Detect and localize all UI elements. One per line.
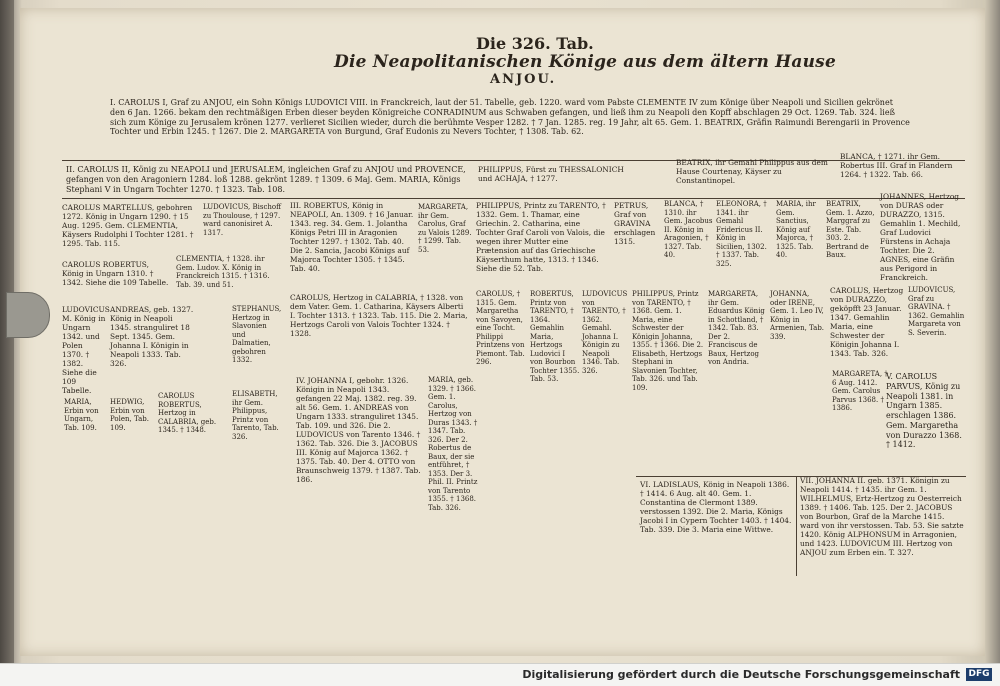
entry-elisabeth: ELISABETH, ihr Gem. Philippus, Printz von Tarento, Tab. 326. [232, 390, 279, 441]
entry-maria-erbin: MARIA, Erbin von Ungarn, Tab. 109. [64, 398, 99, 432]
entry-beatrix-2: BEATRIX, Gem. 1. Azzo, Marggraf zu Este. Tab. 303. 2. Bertrand de Baux. [826, 200, 875, 260]
entry-margareta-1: MARGARETA, ihr Gem. Carolus, Graf zu Valois 1289. † 1299. Tab. 53. [418, 203, 472, 254]
entry-johanna-ii: VII. JOHANNA II. geb. 1371. Königin zu Neapoli 1414. † 1435. ihr Gem. 1. WILHELMUS, Ertz-Hertzog zu Oesterreich 1389. † 1406. Tab. 125. Der 2. JACOBUS von Bourbon, Graf de la Marche 1415. ward von ihr verstossen. Tab. 53. Sie satzte 1420. König ALPHONSUM in Arragonien, und 1423. LUDOVICUM III. Hertzog von ANJOU zum Erben ein. T. 327. [800, 476, 964, 558]
entry-andreas: ANDREAS, geb. 1327. König in Neapoli 1345. stranguliret 18 Sept. 1345. Gem. Johanna I. Königin in Neapoli 1333. Tab. 326. [110, 305, 194, 369]
entry-eleonora: ELEONORA, † 1341. ihr Gemahl Fridericus II. König in Sicilien, 1302. † 1337. Tab. 325. [716, 200, 767, 268]
entry-philippus-tarento-2: PHILIPPUS, Printz von TARENTO, † 1368. Gem. 1. Maria, eine Schwester der Königin Johanna, 1355. † 1366. Die 2. Elisabeth, Hertzogs Stephani in Slavonien Tochter, Tab. 326. und Tab. 109. [632, 290, 704, 392]
entry-philippus-achaja: PHILIPPUS, Fürst zu THESSALONICH und ACHAJA, † 1277. [478, 165, 624, 184]
entry-margareta-2: MARGARETA, ihr Gem. Eduardus König in Schottland, † 1342. Tab. 83. Der 2. Franciscus de Baux, Hertzog von Andria. [708, 290, 765, 367]
entry-beatrix-top: BEATRIX, ihr Gemahl Philippus aus dem Hause Courtenay, Käyser zu Constantinopel. [676, 158, 828, 186]
entry-carolus-martellus: CAROLUS MARTELLUS, gebohren 1272. König in Ungarn 1290. † 15 Aug. 1295. Gem. CLEMENTIA, Käysers Rudolphi I Tochter 1281. † 1295. Tab. 115. [62, 203, 194, 249]
entry-petrus: PETRUS, Graf von GRAVINA erschlagen 1315. [614, 201, 656, 247]
entry-maria-gem: MARIA, geb. 1329. † 1366. Gem. 1. Carolus, Hertzog von Duras 1343. † 1347. Tab. 326. Der 2. Robertus de Baux, der sie entführet, † 1353. Der 3. Phil. II. Printz von Tarento 1355. † 1368. Tab. 326. [428, 376, 478, 512]
entry-blanca-2: BLANCA, † 1310. ihr Gem. Jacobus II. König in Aragonien, † 1327. Tab. 40. [664, 200, 713, 260]
table-subtitle: Die Neapolitanischen Könige aus dem ältern Hause [334, 52, 836, 72]
entry-philippus-tarento: PHILIPPUS, Printz zu TARENTO, † 1332. Gem. 1. Thamar, eine Griechin. 2. Catharina, eine Tochter Graf Caroli von Valois, die wegen ihrer Mutter eine Prætension auf das Griechische Käyserthum hatte, 1313. † 1346. Siehe die 52. Tab. [476, 201, 606, 274]
entry-johanna-irene: JOHANNA, oder IRENE, Gem. 1. Leo IV, König in Armenien, Tab. 339. [770, 290, 825, 341]
intro-carolus-i: I. CAROLUS I, Graf zu ANJOU, ein Sohn Königs LUDOVICI VIII. in Franckreich, laut der 51. Tabelle, geb. 1220. ward vom Pabste CLEMENTE IV zum Könige über Neapoli und Sicilien gekrönet den 6 Jan. 1266. bekam den rechtmäßigen Erben dieser beyden Königreiche CONRADINUM aus Schwaben gefangen, und ließ ihm zu Neapoli den Kopff abschlagen 29 Oct. 1269. Tab. 324. ließ sich zum Könige zu Jerusalem krönen 1277. verlieret Sicilien wieder, durch die berühmte Vesper 1282. † 7 Jan. 1285. reg. 19 Jahr, alt 65. Gem. 1. BEATRIX, Gräfin Raimundi Berengarii in Provence Tochter und Erbin 1245. † 1267. Die 2. MARGARETA von Burgund, Graf Eudonis zu Nevers Tochter, † 1308. Tab. 62. [110, 98, 910, 137]
entry-robertus-tarento: ROBERTUS, Printz von TARENTO, † 1364. Gemahlin Maria, Hertzogs Ludovici I von Bourbon Tochter 1355. Tab. 53. [530, 290, 580, 384]
entry-johanna-i: IV. JOHANNA I, gebohr. 1326. Königin in Neapoli 1343. gefangen 22 Maj. 1382. reg. 39. alt 56. Gem. 1. ANDREAS von Ungarn 1333. stranguliret 1345. Tab. 109. und 326. Die 2. LUDOVICUS von Tarento 1346. † 1362. Tab. 326. Die 3. JACOBUS III. König auf Majorca 1362. † 1375. Tab. 40. Der 4. OTTO von Braunschweig 1379. † 1387. Tab. 186. [296, 376, 421, 485]
entry-johannes-durazzo: JOHANNES, Hertzog von DURAS oder DURAZZO, 1315. Gemahlin 1. Mechild, Graf Ludovici Fürstens in Achaja Tochter. Die 2. AGNES, eine Gräfin aus Perigord in Franckreich. [880, 192, 961, 283]
page-clip [6, 292, 50, 338]
generation-line-2 [62, 198, 965, 199]
table-title: Die 326. Tab. [476, 34, 594, 53]
entry-carolus-durazzo: CAROLUS, Hertzog von DURAZZO, geköpfft 23 Januar. 1347. Gemahlin Maria, eine Schwester der Königin Johanna I. 1343. Tab. 326. [830, 286, 904, 359]
entry-ludovicus-ungarn: LUDOVICUS M. König in Ungarn 1342. und Polen 1370. † 1382. Siehe die 109 Tabelle. [62, 305, 110, 396]
divider-ladislaus-johanna [796, 476, 797, 576]
entry-blanca-top: BLANCA, † 1271. ihr Gem. Robertus III. Graf in Flandern 1264. † 1322. Tab. 66. [840, 152, 953, 180]
entry-ladislaus: VI. LADISLAUS, König in Neapoli 1386. † 1414. 6 Aug. alt 40. Gem. 1. Constantina de Clermont 1389. verstossen 1392. Die 2. Maria, Königs Jacobi I in Cypern Tochter 1403. † 1404. Tab. 339. Die 3. Maria eine Wittwe. [640, 480, 792, 535]
entry-ludovicus-gravina: LUDOVICUS, Graf zu GRAVINA. † 1362. Gemahlin Margareta von S. Severin. [908, 286, 965, 337]
dfg-logo: DFG [966, 668, 992, 681]
entry-maria-majorca: MARIA, ihr Gem. Sanctius, König auf Majorca, † 1325. Tab. 40. [776, 200, 816, 260]
entry-carolus-robertus-2: CAROLUS ROBERTUS, Hertzog in CALABRIA, geb. 1345. † 1348. [158, 392, 217, 435]
house-name: ANJOU. [490, 72, 557, 87]
entry-margareta-3: MARGARETA, † 6 Aug. 1412. Gem. Carolus Parvus 1368. † 1386. [832, 370, 888, 413]
entry-carolus-tarento: CAROLUS, † 1315. Gem. Margaretha von Savoyen, eine Tocht. Philippi Printzens von Piemont. Tab. 296. [476, 290, 525, 367]
entry-carolus-parvus: V. CAROLUS PARVUS, König zu Neapoli 1381. in Ungarn 1385. erschlagen 1386. Gem. Margaretha von Durazzo 1368. † 1412. [886, 372, 962, 450]
entry-hedwig: HEDWIG, Erbin von Polen, Tab. 109. [110, 398, 149, 432]
entry-stephanus: STEPHANUS, Hertzog in Slavonien und Dalmatien, gebohren 1332. [232, 305, 282, 365]
entry-carolus-ii: II. CAROLUS II, König zu NEAPOLI und JERUSALEM, ingleichen Graf zu ANJOU und PROVENCE, gefangen von den Aragoniern 1284. loß 1288. gekrönt 1289. † 1309. 6 Maj. Gem. MARIA, Königs Stephani V in Ungarn Tochter 1270. † 1323. Tab. 108. [66, 165, 466, 194]
entry-ludovicus-bischof: LUDOVICUS, Bischoff zu Thoulouse, † 1297. ward canonisiret A. 1317. [203, 203, 282, 237]
entry-carolus-calabria: CAROLUS, Hertzog in CALABRIA, † 1328. von dem Vater. Gem. 1. Catharina, Käysers Alberti I. Tochter 1313. † 1323. Tab. 115. Die 2. Maria, Hertzogs Caroli von Valois Tochter 1324. † 1328. [290, 293, 468, 339]
entry-carolus-robertus: CAROLUS ROBERTUS, König in Ungarn 1310. † 1342. Siehe die 109 Tabelle. [62, 260, 169, 288]
entry-robertus: III. ROBERTUS, König in NEAPOLI, An. 1309. † 16 Januar. 1343. reg. 34. Gem. 1. Jolantha Königs Petri III in Aragonien Tochter 1297. † 1302. Tab. 40. Die 2. Sancia, Jacobi Königs auf Majorca Tochter 1305. † 1345. Tab. 40. [290, 201, 414, 274]
entry-ludovicus-tarento: LUDOVICUS von TARENTO, † 1362. Gemahl. Johanna I. Königin zu Neapoli 1346. Tab. 326. [582, 290, 628, 375]
footer-credit: Digitalisierung gefördert durch die Deutsche Forschungsgemeinschaft [522, 668, 960, 681]
footer-bar [0, 663, 1000, 686]
entry-clementia: CLEMENTIA, † 1328. ihr Gem. Ludov. X. König in Franckreich 1315. † 1316. Tab. 39. und 51. [176, 255, 270, 289]
